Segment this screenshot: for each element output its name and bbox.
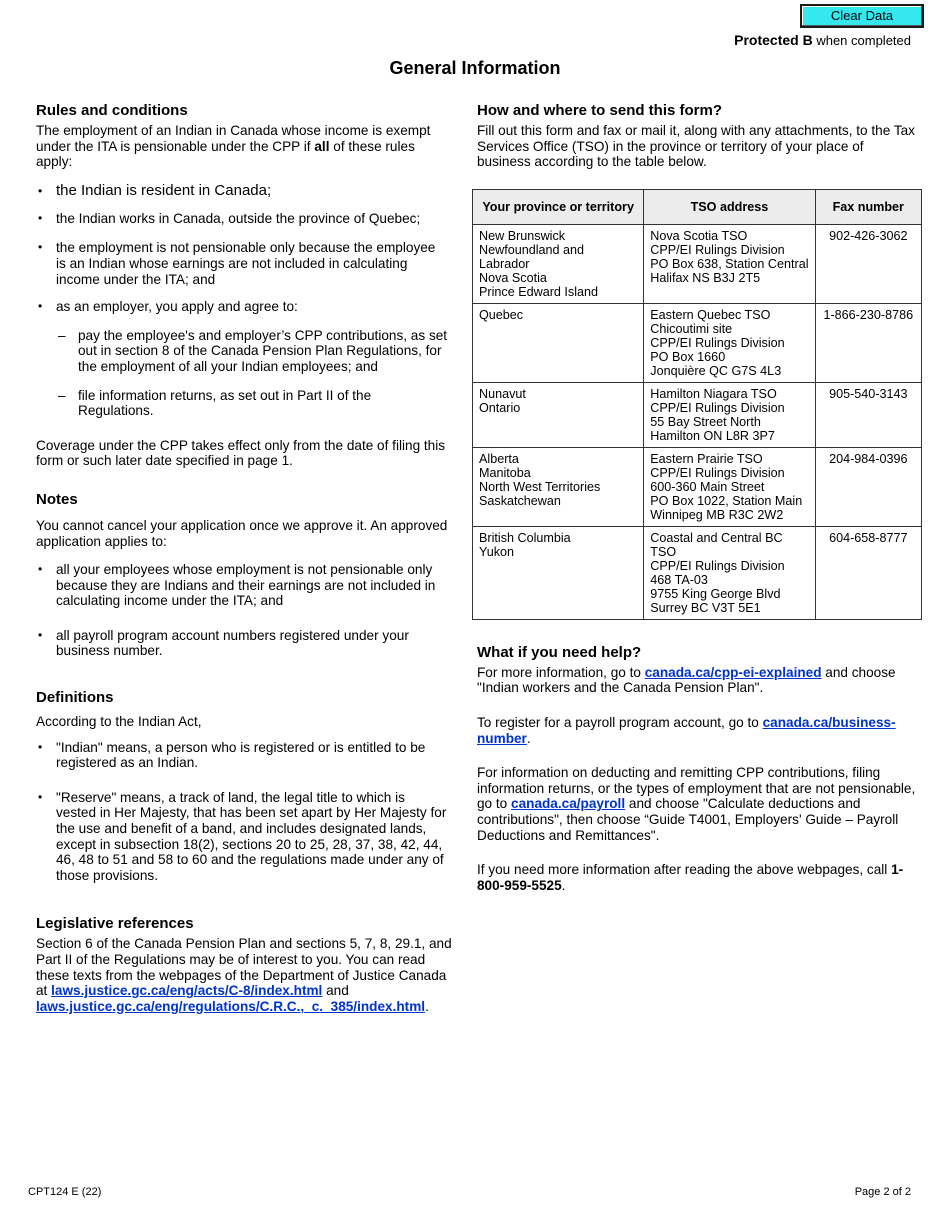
send-section	[477, 102, 917, 170]
rules-section	[36, 102, 448, 469]
clear-data-button[interactable]: Clear Data	[800, 4, 924, 28]
list-item: • the Indian is resident in Canada;	[36, 182, 448, 200]
cell-line: Coastal and Central BC TSO	[650, 530, 783, 559]
table-cell	[644, 303, 815, 382]
cell-line: Newfoundland and Labrador	[479, 242, 585, 271]
cell-line: New Brunswick	[479, 228, 566, 243]
cell-line: Nova Scotia	[479, 270, 547, 285]
tso-table-body	[473, 224, 922, 619]
cell-line: Prince Edward Island	[479, 284, 599, 299]
form-id: CPT124 E (22)	[28, 1186, 102, 1198]
page-title: General Information	[389, 58, 561, 78]
cell-line: Hamilton Niagara TSO	[650, 386, 777, 401]
cell-line: CPP/EI Rulings Division	[650, 335, 785, 350]
cell-line: Jonquière QC G7S 4L3	[650, 363, 782, 378]
legislative-section	[36, 915, 452, 1014]
cell-line: 468 TA-03	[650, 572, 708, 587]
table-row	[473, 382, 922, 447]
acts-link[interactable]: laws.justice.gc.ca/eng/acts/C-8/index.html	[51, 983, 323, 999]
table-cell	[473, 224, 644, 303]
business-number-link[interactable]: canada.ca/business-number	[477, 714, 896, 746]
cell-line: 9755 King George Blvd	[650, 586, 781, 601]
list-item: – file information returns, as set out in Part II of the Regulations.	[36, 388, 448, 419]
cell-line: Chicoutimi site	[650, 321, 733, 336]
left-column	[36, 102, 452, 1014]
table-cell: 902-426-3062	[815, 224, 921, 303]
legislative-text: Section 6 of the Canada Pension Plan and sections 5, 7, 8, 29.1, and Part II of the Regulations may be of interest to you. You can read these texts from the webpages of the Department of Justice Canada at laws.justice.gc.ca/eng/acts/C-8/index.html and laws.justice.gc.ca/eng/regulations/C.R.C.,_c._385/index.html.	[36, 936, 452, 1014]
cell-line: Manitoba	[479, 465, 531, 480]
cell-line: CPP/EI Rulings Division	[650, 558, 785, 573]
help-paragraph: For more information, go to canada.ca/cpp-ei-explained and choose "Indian workers and the Canada Pension Plan".	[477, 664, 896, 696]
notes-list	[36, 562, 448, 659]
cell-line: Alberta	[479, 451, 519, 466]
cpp-ei-explained-link[interactable]: canada.ca/cpp-ei-explained	[644, 664, 822, 680]
list-item: • all your employees whose employment is not pensionable only because they are Indians and their earnings are not included in calculating income under the ITA; and	[36, 562, 448, 609]
table-cell	[473, 447, 644, 526]
list-item: • all payroll program account numbers registered under your business number.	[36, 628, 448, 659]
column-header: Your province or territory	[473, 189, 644, 224]
cell-line: CPP/EI Rulings Division	[650, 465, 785, 480]
cell-line: PO Box 1660	[650, 349, 726, 364]
cell-line: CPP/EI Rulings Division	[650, 400, 785, 415]
table-cell: 1-866-230-8786	[815, 303, 921, 382]
list-item: • the Indian works in Canada, outside the province of Quebec;	[36, 211, 448, 227]
rules-sublist	[36, 328, 448, 419]
help-paragraph: For information on deducting and remitting CPP contributions, filing information returns, or the types of employment that are not pensionable, go to canada.ca/payroll and choose "Calculate deductions and contributions", then choose “Guide T4001, Employers' Guide – Payroll Deductions and Remittances".	[477, 765, 916, 843]
cell-line: North West Territories	[479, 479, 601, 494]
table-cell	[473, 382, 644, 447]
table-row	[473, 303, 922, 382]
tso-table	[472, 189, 922, 620]
definitions-list	[36, 740, 448, 884]
table-cell: 905-540-3143	[815, 382, 921, 447]
cell-line: Winnipeg MB R3C 2W2	[650, 507, 784, 522]
help-paragraph: If you need more information after reading the above webpages, call 1-800-959-5525.	[477, 862, 904, 893]
column-header: Fax number	[815, 189, 921, 224]
table-cell	[644, 224, 815, 303]
notes-section	[36, 491, 448, 659]
definitions-section	[36, 689, 448, 883]
table-row	[473, 526, 922, 619]
rules-intro: The employment of an Indian in Canada whose income is exempt under the ITA is pensionable under the CPP if all of these rules apply:	[36, 123, 431, 170]
table-row	[473, 224, 922, 303]
table-cell: 604-658-8777	[815, 526, 921, 619]
cell-line: Yukon	[479, 544, 515, 559]
help-heading: What if you need help?	[477, 643, 642, 661]
cell-line: PO Box 638, Station Central	[650, 256, 809, 271]
definitions-intro: According to the Indian Act,	[36, 714, 202, 730]
cell-line: 600-360 Main Street	[650, 479, 765, 494]
table-cell	[644, 447, 815, 526]
table-row	[473, 447, 922, 526]
send-heading: How and where to send this form?	[477, 102, 723, 119]
page-number: Page 2 of 2	[854, 1186, 911, 1198]
phone-number: 1-800-959-5525	[477, 862, 904, 893]
cell-line: Ontario	[479, 400, 521, 415]
table-cell	[473, 526, 644, 619]
list-item: • "Indian" means, a person who is registered or is entitled to be registered as an Indian.	[36, 740, 448, 771]
cell-line: Halifax NS B3J 2T5	[650, 270, 761, 285]
table-cell	[473, 303, 644, 382]
help-paragraph: To register for a payroll program account, go to canada.ca/business-number.	[477, 714, 896, 746]
legislative-heading: Legislative references	[36, 915, 194, 933]
list-item: • "Reserve" means, a track of land, the legal title to which is vested in Her Majesty, that has been set apart by Her Majesty for the use and benefit of a band, and includes designated lands, except in subsection 18(2), sections 20 to 25, 28, 37, 38, 42, 44, 46, 48 to 51 and 58 to 60 and the regulations made under any of those provisions.	[36, 790, 448, 884]
cell-line: Quebec	[479, 307, 524, 322]
right-column	[477, 102, 917, 893]
regulations-link[interactable]: laws.justice.gc.ca/eng/regulations/C.R.C.,_c._385/index.html	[36, 998, 426, 1014]
cell-line: Surrey BC V3T 5E1	[650, 600, 761, 615]
table-header-row	[473, 189, 922, 224]
cell-line: Saskatchewan	[479, 493, 561, 508]
list-item: • as an employer, you apply and agree to:	[36, 299, 448, 315]
notes-intro: You cannot cancel your application once we approve it. An approved application applies to:	[36, 517, 448, 549]
table-cell	[644, 526, 815, 619]
cell-line: 55 Bay Street North	[650, 414, 761, 429]
cell-line: British Columbia	[479, 530, 571, 545]
cell-line: Eastern Quebec TSO	[650, 307, 771, 322]
column-header: TSO address	[644, 189, 815, 224]
cell-line: Hamilton ON L8R 3P7	[650, 428, 775, 443]
notes-heading: Notes	[36, 490, 78, 508]
protected-b-suffix: when completed	[812, 33, 911, 48]
cell-line: Nova Scotia TSO	[650, 228, 748, 243]
coverage-text: Coverage under the CPP takes effect only from the date of filing this form or such later date specified in page 1.	[36, 437, 446, 469]
list-item: – pay the employee's and employer’s CPP contributions, as set out in section 8 of the Canada Pension Plan Regulations, for the employment of all your Indian employees; and	[36, 328, 448, 375]
payroll-link[interactable]: canada.ca/payroll	[511, 796, 626, 812]
cell-line: Nunavut	[479, 386, 526, 401]
definitions-heading: Definitions	[36, 689, 114, 707]
protected-b-label: Protected B	[734, 32, 813, 48]
cell-line: Eastern Prairie TSO	[650, 451, 763, 466]
cell-line: PO Box 1022, Station Main	[650, 493, 803, 508]
cell-line: CPP/EI Rulings Division	[650, 242, 785, 257]
protected-b-notice	[734, 32, 911, 48]
help-section	[477, 644, 917, 894]
table-cell: 204-984-0396	[815, 447, 921, 526]
send-text: Fill out this form and fax or mail it, along with any attachments, to the Tax Services Office (TSO) in the province or territory of your place of business according to the table below.	[477, 123, 915, 170]
rules-heading: Rules and conditions	[36, 102, 188, 119]
list-item: • the employment is not pensionable only because the employee is an Indian whose earnings are not included in calculating income under the ITA; and	[36, 240, 448, 287]
table-cell	[644, 382, 815, 447]
rules-list	[36, 182, 448, 315]
